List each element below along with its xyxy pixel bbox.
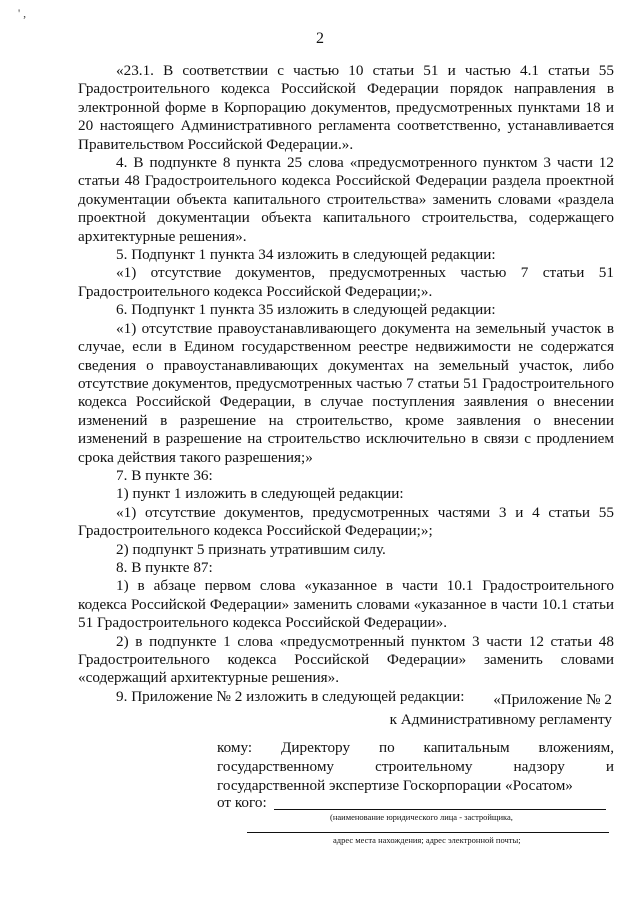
- recipient-block: кому: Директору по капитальным вложениям, государственному строительному надзору и государственной экспертизе Госкорпорации «Росатом»: [217, 739, 614, 794]
- address-underline: [247, 832, 609, 833]
- paragraph-7-2: 2) подпункт 5 признать утратившим силу.: [116, 540, 386, 558]
- appendix-title: «Приложение № 2: [493, 691, 612, 708]
- caption-legal-entity: (наименование юридического лица - застройщика,: [330, 812, 513, 822]
- paragraph-4: 4. В подпункте 8 пункта 25 слова «предусмотренного пунктом 3 части 12 статьи 48 Градостроительного кодекса Российской Федерации раздела проектной документации объекта капитального строительства» заменить словами «раздела проектной документации объекта капитального строительства, содержащего архитектурные решения».: [78, 154, 614, 245]
- paragraph-6: 6. Подпункт 1 пункта 35 изложить в следующей редакции:: [116, 301, 496, 319]
- paragraph-7-1: 1) пункт 1 изложить в следующей редакции:: [116, 485, 404, 503]
- from-label: от кого:: [217, 794, 267, 811]
- page-number: 2: [316, 30, 324, 47]
- caption-address: адрес места нахождения; адрес электронной почты;: [333, 835, 521, 845]
- paragraph-8-2: 2) в подпункте 1 слова «предусмотренный пунктом 3 части 12 статьи 48 Градостроительного кодекса Российской Федерации» заменить словами «содержащий архитектурные решения».: [78, 632, 614, 687]
- paragraph-5-text: «1) отсутствие документов, предусмотренных частью 7 статьи 51 Градостроительного кодекса Российской Федерации;».: [78, 264, 614, 300]
- paragraph-7-1-text: «1) отсутствие документов, предусмотренных частями 3 и 4 статьи 55 Градостроительного кодекса Российской Федерации;»;: [78, 503, 614, 540]
- corner-marks: ' ,: [18, 6, 27, 20]
- paragraph-9: 9. Приложение № 2 изложить в следующей редакции:: [116, 687, 465, 705]
- paragraph-8-1: 1) в абзаце первом слова «указанное в части 10.1 Градостроительного кодекса Российской Федерации» заменить словами «указанное в части 10.1 статьи 51 Градостроительного кодекса Российской Федерации».: [78, 577, 614, 632]
- paragraph-5: 5. Подпункт 1 пункта 34 изложить в следующей редакции:: [116, 246, 496, 264]
- appendix-subtitle: к Административному регламенту: [389, 711, 612, 728]
- paragraph-8: 8. В пункте 87:: [116, 558, 213, 576]
- from-underline: [274, 809, 606, 810]
- paragraph-23-1: «23.1. В соответствии с частью 10 статьи 51 и частью 4.1 статьи 55 Градостроительного кодекса Российской Федерации порядок направления в электронной форме в Корпорацию документов, предусмотренных пунктами 18 и 20 настоящего Административного регламента соответственно, устанавливается Правительством Российской Федерации.».: [78, 62, 614, 153]
- paragraph-6-text: «1) отсутствие правоустанавливающего документа на земельный участок в случае, если в Едином государственном реестре недвижимости не содержатся сведения о правоустанавливающих документах на земельный участок, либо отсутствие документов, предусмотренных частью 7 статьи 51 Градостроительного кодекса Российской Федерации, в случае поступления заявления о внесении изменений в разрешение на строительство, кроме заявления о внесении изменений в разрешение на строительство исключительно в связи с продлением срока действия такого разрешения;»: [78, 319, 614, 466]
- paragraph-7: 7. В пункте 36:: [116, 466, 213, 484]
- document-body: [78, 62, 614, 706]
